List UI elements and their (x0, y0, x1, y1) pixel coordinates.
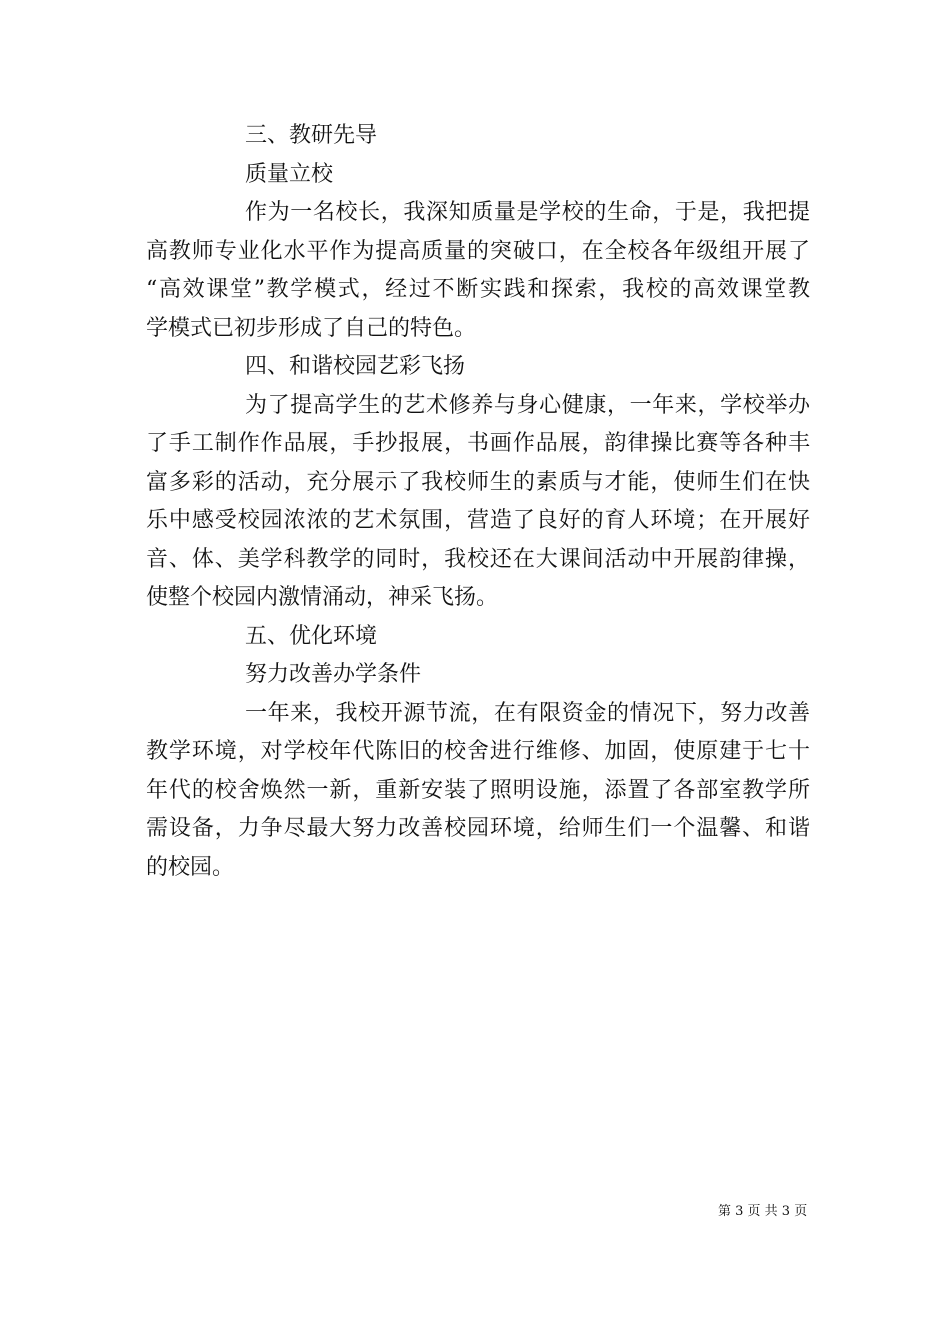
paragraph-line: “高效课堂”教学模式，经过不断实践和探索，我校的高效课堂教 (146, 277, 810, 302)
paragraph-line: 富多彩的活动，充分展示了我校师生的素质与才能，使师生们在快 (146, 469, 810, 495)
paragraph-line: 一年来，我校开源节流，在有限资金的情况下，努力改善 (245, 700, 810, 726)
paragraph-line: 高教师专业化水平作为提高质量的突破口，在全校各年级组开展了 (146, 238, 810, 264)
page-number-footer: 第 3 页 共 3 页 (718, 1204, 808, 1219)
paragraph-line: 乐中感受校园浓浓的艺术氛围，营造了良好的育人环境；在开展好 (146, 508, 810, 533)
paragraph-line: 使整个校园内激情涌动，神采飞扬。 (146, 585, 499, 610)
paragraph-line: 为了提高学生的艺术修养与身心健康，一年来，学校举办 (245, 392, 810, 418)
section-subheading: 努力改善办学条件 (245, 662, 422, 687)
paragraph-line: 学模式已初步形成了自己的特色。 (146, 315, 477, 341)
paragraph-line: 音、体、美学科教学的同时，我校还在大课间活动中开展韵律操， (146, 546, 810, 572)
section-heading: 五、优化环境 (245, 623, 378, 649)
paragraph-line: 了手工制作作品展，手抄报展，书画作品展，韵律操比赛等各种丰 (146, 431, 810, 456)
paragraph-line: 作为一名校长，我深知质量是学校的生命，于是，我把提 (245, 200, 810, 225)
section-heading: 四、和谐校园艺彩飞扬 (245, 354, 466, 379)
document-body (146, 117, 810, 887)
paragraph-line: 需设备，力争尽最大努力改善校园环境，给师生们一个温馨、和谐 (146, 816, 810, 841)
paragraph-line: 的校园。 (146, 854, 235, 880)
paragraph-line: 年代的校舍焕然一新，重新安装了照明设施，添置了各部室教学所 (146, 777, 810, 803)
paragraph-line: 教学环境，对学校年代陈旧的校舍进行维修、加固，使原建于七十 (146, 739, 810, 764)
section-subheading: 质量立校 (245, 161, 334, 187)
section-heading: 三、教研先导 (245, 123, 378, 148)
